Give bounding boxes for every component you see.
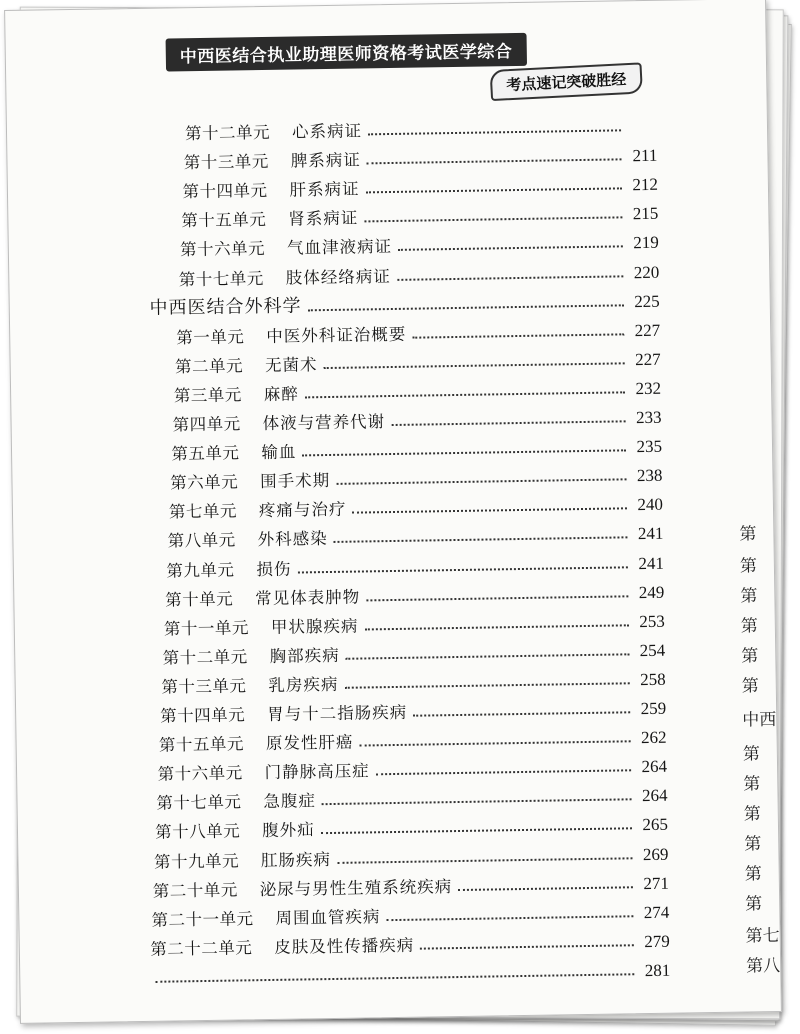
toc-title: 常见体表肿物 — [255, 587, 361, 608]
dot-leader — [297, 566, 627, 573]
toc-title: 无菌术 — [264, 354, 318, 375]
toc-title: 皮肤及性传播疾病 — [274, 935, 415, 957]
dot-leader — [458, 886, 633, 891]
toc-unit-label: 第十六单元 — [179, 239, 266, 260]
toc-page-number: 253 — [639, 611, 665, 631]
edge-text-fragment: 第 — [739, 556, 758, 577]
dot-leader — [420, 944, 634, 949]
toc-title: 中西医结合外科学 — [149, 295, 302, 319]
toc-unit-label: 第一单元 — [176, 327, 245, 348]
toc-unit-label: 第十五单元 — [158, 734, 245, 755]
toc-page-number: 258 — [640, 669, 666, 690]
toc-page-number: 264 — [641, 756, 668, 777]
toc-unit-label: 第十八单元 — [155, 821, 241, 843]
toc-unit-label: 第十九单元 — [153, 850, 240, 872]
dot-leader — [364, 217, 622, 223]
toc-title: 中医外科证治概要 — [266, 324, 407, 346]
table-of-contents — [5, 0, 781, 1023]
toc-unit-label: 第十四单元 — [160, 705, 246, 726]
toc-title: 外科感染 — [257, 529, 328, 550]
dot-leader — [366, 188, 622, 194]
toc-page-number: 232 — [635, 378, 662, 399]
edge-text-fragment: 第 — [744, 834, 762, 855]
toc-title: 肛肠疾病 — [260, 849, 332, 870]
toc-page-number: 279 — [644, 931, 670, 951]
dot-leader — [364, 624, 628, 630]
edge-text-fragment: 第 — [740, 586, 758, 607]
toc-title: 气血津液病证 — [286, 237, 393, 259]
book-subtitle-badge: 考点速记突破胜经 — [490, 62, 643, 101]
toc-title: 脾系病证 — [290, 150, 361, 171]
toc-title: 肾系病证 — [288, 208, 359, 229]
edge-text-fragment: 第 — [739, 524, 757, 545]
dot-leader — [308, 304, 624, 311]
toc-title: 门静脉高压症 — [264, 761, 370, 783]
dot-leader — [376, 769, 631, 775]
toc-unit-label: 第二单元 — [174, 356, 244, 377]
dot-leader — [398, 246, 623, 252]
toc-title: 泌尿与男性生殖系统疾病 — [259, 876, 453, 899]
toc-title: 疼痛与治疗 — [258, 500, 347, 521]
toc-title: 输血 — [261, 442, 297, 463]
toc-unit-label: 第二十单元 — [152, 880, 238, 901]
toc-unit-label: 第二十二单元 — [150, 938, 253, 959]
toc-page-number: 264 — [641, 786, 668, 806]
toc-title: 肝系病证 — [289, 179, 360, 200]
toc-page-number: 254 — [639, 640, 666, 660]
toc-unit-label: 第十七单元 — [178, 268, 264, 289]
dot-leader — [346, 653, 630, 659]
toc-page-number: 211 — [632, 145, 658, 166]
toc-page-number: 219 — [633, 233, 659, 253]
toc-page-number: 227 — [634, 349, 661, 369]
toc-unit-label: 第三单元 — [173, 385, 242, 406]
toc-page-number: 235 — [636, 436, 663, 457]
toc-unit-label: 第五单元 — [171, 443, 240, 464]
toc-page-number: 215 — [632, 204, 659, 224]
dot-leader — [302, 449, 626, 456]
toc-title: 损伤 — [256, 559, 292, 579]
toc-unit-label: 第十二单元 — [184, 122, 271, 144]
dot-leader — [352, 508, 627, 514]
dot-leader — [321, 828, 632, 835]
document-page — [4, 0, 782, 1024]
edge-text-fragment: 第 — [743, 804, 761, 825]
toc-title: 体液与营养代谢 — [262, 412, 386, 434]
toc-page-number: 220 — [633, 262, 660, 282]
toc-page-number: 240 — [637, 495, 664, 515]
dot-leader — [344, 682, 629, 688]
dot-leader — [413, 711, 630, 716]
edge-text-fragment: 第 — [741, 646, 759, 667]
dot-leader — [336, 479, 626, 486]
toc-title: 麻醉 — [263, 384, 299, 404]
toc-unit-label: 第九单元 — [166, 559, 235, 581]
dot-leader — [368, 129, 621, 135]
toc-page-number: 212 — [632, 174, 659, 195]
toc-page-number: 249 — [638, 582, 665, 602]
dot-leader — [359, 740, 630, 746]
toc-unit-label: 第十三单元 — [183, 152, 269, 173]
dot-leader — [322, 799, 632, 806]
toc-page-number: 281 — [644, 960, 671, 980]
toc-unit-label: 第十五单元 — [181, 210, 267, 231]
book-title: 中西医结合执业助理医师资格考试医学综合 — [166, 33, 527, 72]
toc-page-number: 238 — [636, 465, 663, 486]
toc-title: 原发性肝癌 — [265, 732, 354, 754]
edge-text-fragment: 第八 — [746, 955, 781, 977]
dot-leader — [397, 275, 624, 281]
edge-text-fragment: 第 — [743, 774, 761, 795]
dot-leader — [367, 158, 622, 164]
toc-unit-label: 第四单元 — [172, 414, 241, 435]
dot-leader — [305, 391, 625, 398]
toc-page-number: 265 — [642, 815, 669, 835]
toc-title: 肢体经络病证 — [285, 266, 391, 288]
toc-unit-label: 第十六单元 — [157, 763, 243, 784]
dot-leader — [324, 362, 625, 369]
toc-page-number: 241 — [637, 524, 664, 544]
toc-title: 甲状腺疾病 — [270, 616, 359, 637]
edge-text-fragment: 第 — [745, 894, 763, 915]
toc-unit-label: 第十四单元 — [182, 181, 268, 202]
dot-leader — [334, 537, 628, 544]
toc-unit-label: 第七单元 — [168, 501, 238, 522]
dot-leader — [155, 973, 634, 983]
toc-page-number: 241 — [638, 553, 664, 573]
edge-text-fragment: 第 — [744, 864, 762, 885]
toc-page-number: 271 — [643, 873, 670, 893]
toc-title: 心系病证 — [291, 121, 363, 142]
dot-leader — [391, 420, 626, 426]
toc-page-number: 274 — [643, 902, 670, 922]
toc-title: 胃与十二指肠疾病 — [267, 702, 408, 725]
toc-unit-label: 第十一单元 — [163, 617, 250, 639]
toc-title: 胸部疾病 — [269, 645, 340, 666]
edge-text-fragment: 第 — [741, 676, 759, 697]
toc-page-number: 225 — [634, 291, 660, 311]
toc-unit-label: 第十三单元 — [161, 676, 247, 697]
toc-title: 周围血管疾病 — [275, 906, 381, 928]
toc-unit-label: 第十二单元 — [162, 647, 248, 668]
toc-page-number: 233 — [635, 407, 662, 428]
toc-unit-label: 第十单元 — [165, 589, 234, 610]
toc-title: 围手术期 — [259, 471, 331, 492]
edge-text-fragment: 中西 — [742, 710, 777, 731]
dot-leader — [366, 595, 628, 601]
dot-leader — [337, 857, 632, 864]
toc-unit-label: 第六单元 — [169, 472, 239, 493]
dot-leader — [412, 333, 624, 338]
dot-leader — [386, 915, 633, 921]
toc-page-number: 227 — [634, 320, 661, 340]
toc-page-number: 259 — [640, 698, 667, 719]
edge-text-fragment: 第 — [740, 616, 759, 637]
edge-text-fragment: 第七 — [745, 925, 780, 947]
toc-page-number: 269 — [642, 844, 669, 864]
edge-text-fragment: 第 — [742, 744, 761, 765]
toc-page-number: 262 — [640, 727, 667, 748]
toc-unit-label: 第十七单元 — [156, 792, 242, 814]
toc-unit-label: 第二十一单元 — [151, 908, 254, 930]
toc-title: 乳房疾病 — [268, 674, 339, 695]
toc-title: 急腹症 — [263, 791, 317, 812]
toc-title: 腹外疝 — [262, 820, 315, 841]
toc-unit-label: 第八单元 — [167, 530, 236, 551]
